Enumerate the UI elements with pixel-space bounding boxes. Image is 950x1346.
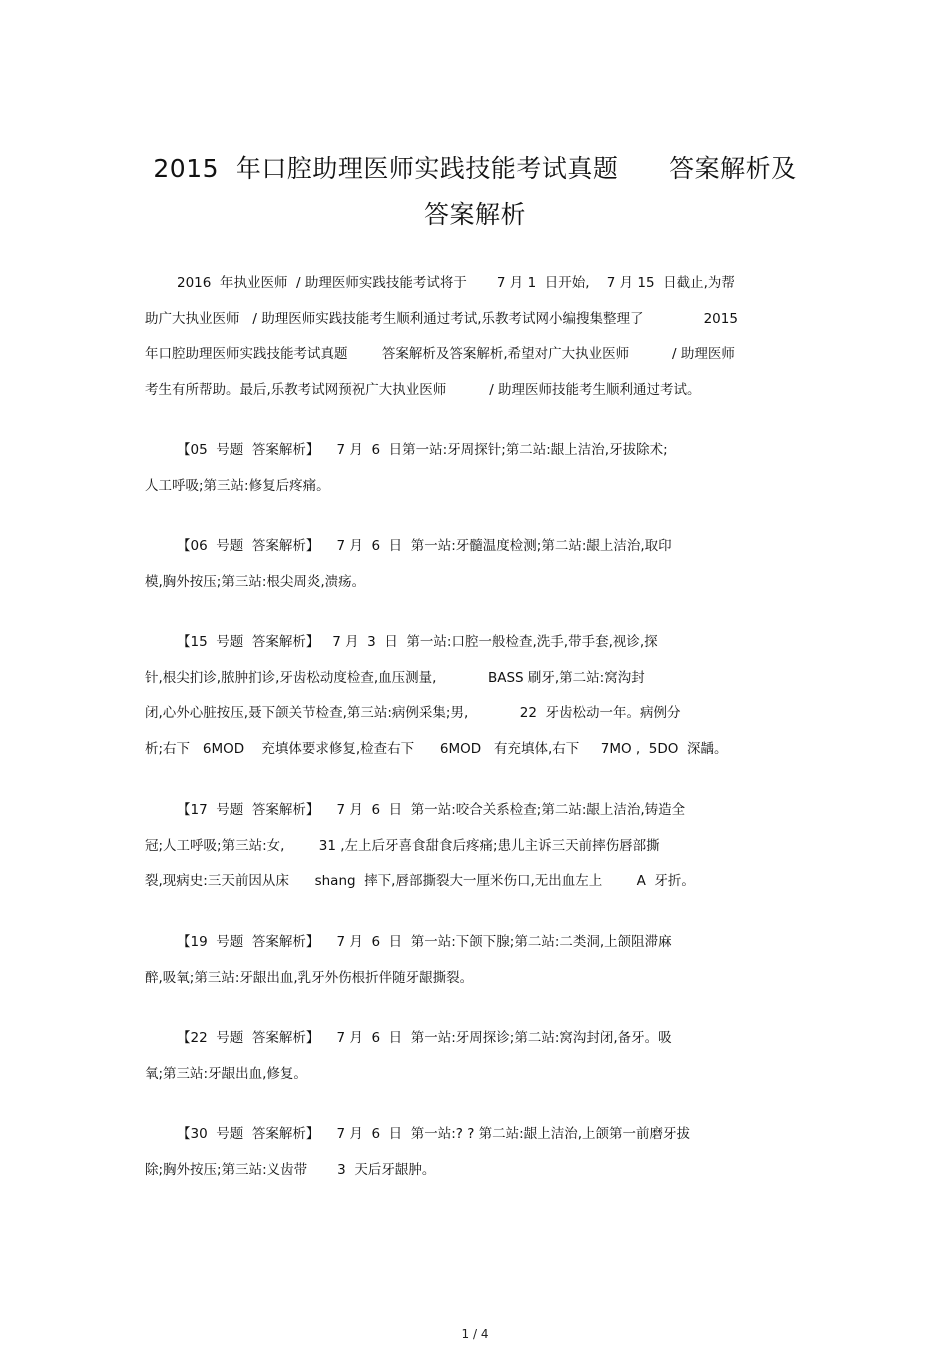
- page-number: 1 / 4: [461, 1327, 489, 1341]
- text-line: 【19 号题 答案解析】 7 月 6 日 第一站:下颌下腺;第二站:二类洞,上颌阻滞麻: [177, 934, 672, 950]
- answer-paragraph-06: [145, 529, 800, 600]
- text-line: 氧;第三站:牙龈出血,修复。: [145, 1065, 307, 1082]
- answer-paragraph-19: [145, 925, 800, 996]
- text-line: 年口腔助理医师实践技能考试真题 答案解析及答案解析,希望对广大执业医师 / 助理医师: [145, 346, 735, 362]
- answer-paragraph-15: [145, 625, 800, 767]
- title-line-2: 答案解析: [423, 200, 526, 229]
- text-line: 针,根尖扪诊,脓肿扪诊,牙齿松动度检查,血压测量, BASS 刷牙,第二站:窝沟封: [145, 669, 645, 686]
- text-line: 析;右下 6MOD 充填体要求修复,检查右下 6MOD 有充填体,右下 7MO , 5DO 深龋。: [145, 740, 728, 757]
- text-line: 考生有所帮助。最后,乐教考试网预祝广大执业医师 / 助理医师技能考生顺利通过考试。: [145, 381, 701, 398]
- text-line: 2016 年执业医师 / 助理医师实践技能考试将于 7 月 1 日开始, 7 月 15 日截止,为帮: [177, 275, 735, 291]
- answer-paragraph-30: [145, 1117, 800, 1188]
- text-line: 【05 号题 答案解析】 7 月 6 日第一站:牙周探针;第二站:龈上洁治,牙拔除术;: [177, 442, 668, 458]
- text-line: 冠;人工呼吸;第三站:女, 31 ,左上后牙喜食甜食后疼痛;患儿主诉三天前摔伤唇部撕: [145, 837, 660, 854]
- title-line-1: 2015 年口腔助理医师实践技能考试真题 答案解析及: [153, 154, 797, 183]
- text-line: 【22 号题 答案解析】 7 月 6 日 第一站:牙周探诊;第二站:窝沟封闭,备牙。吸: [177, 1030, 672, 1046]
- text-line: 【30 号题 答案解析】 7 月 6 日 第一站:? ? 第二站:龈上洁治,上颌第一前磨牙拔: [177, 1126, 691, 1142]
- text-line: 醉,吸氧;第三站:牙龈出血,乳牙外伤根折伴随牙龈撕裂。: [145, 969, 474, 986]
- answer-paragraph-17: [145, 793, 800, 900]
- text-line: 助广大执业医师 / 助理医师实践技能考生顺利通过考试,乐教考试网小编搜集整理了 2015: [145, 310, 738, 327]
- answer-paragraph-22: [145, 1021, 800, 1092]
- text-line: 裂,现病史:三天前因从床 shang 摔下,唇部撕裂大一厘米伤口,无出血左上 A 牙折。: [145, 873, 695, 889]
- text-line: 模,胸外按压;第三站:根尖周炎,溃疡。: [145, 573, 366, 590]
- text-line: 除;胸外按压;第三站:义齿带 3 天后牙龈肿。: [145, 1161, 436, 1178]
- document-title: [100, 146, 850, 238]
- text-line: 【15 号题 答案解析】 7 月 3 日 第一站:口腔一般检查,洗手,带手套,视诊,探: [177, 634, 658, 650]
- text-line: 人工呼吸;第三站:修复后疼痛。: [145, 477, 330, 494]
- text-line: 闭,心外心脏按压,聂下颌关节检查,第三站:病例采集;男, 22 牙齿松动一年。病例分: [145, 705, 681, 721]
- intro-paragraph: [145, 266, 800, 408]
- text-line: 【06 号题 答案解析】 7 月 6 日 第一站:牙髓温度检测;第二站:龈上洁治,取印: [177, 538, 672, 554]
- answer-paragraph-05: [145, 433, 800, 504]
- text-line: 【17 号题 答案解析】 7 月 6 日 第一站:咬合关系检查;第二站:龈上洁治,铸造全: [177, 802, 686, 818]
